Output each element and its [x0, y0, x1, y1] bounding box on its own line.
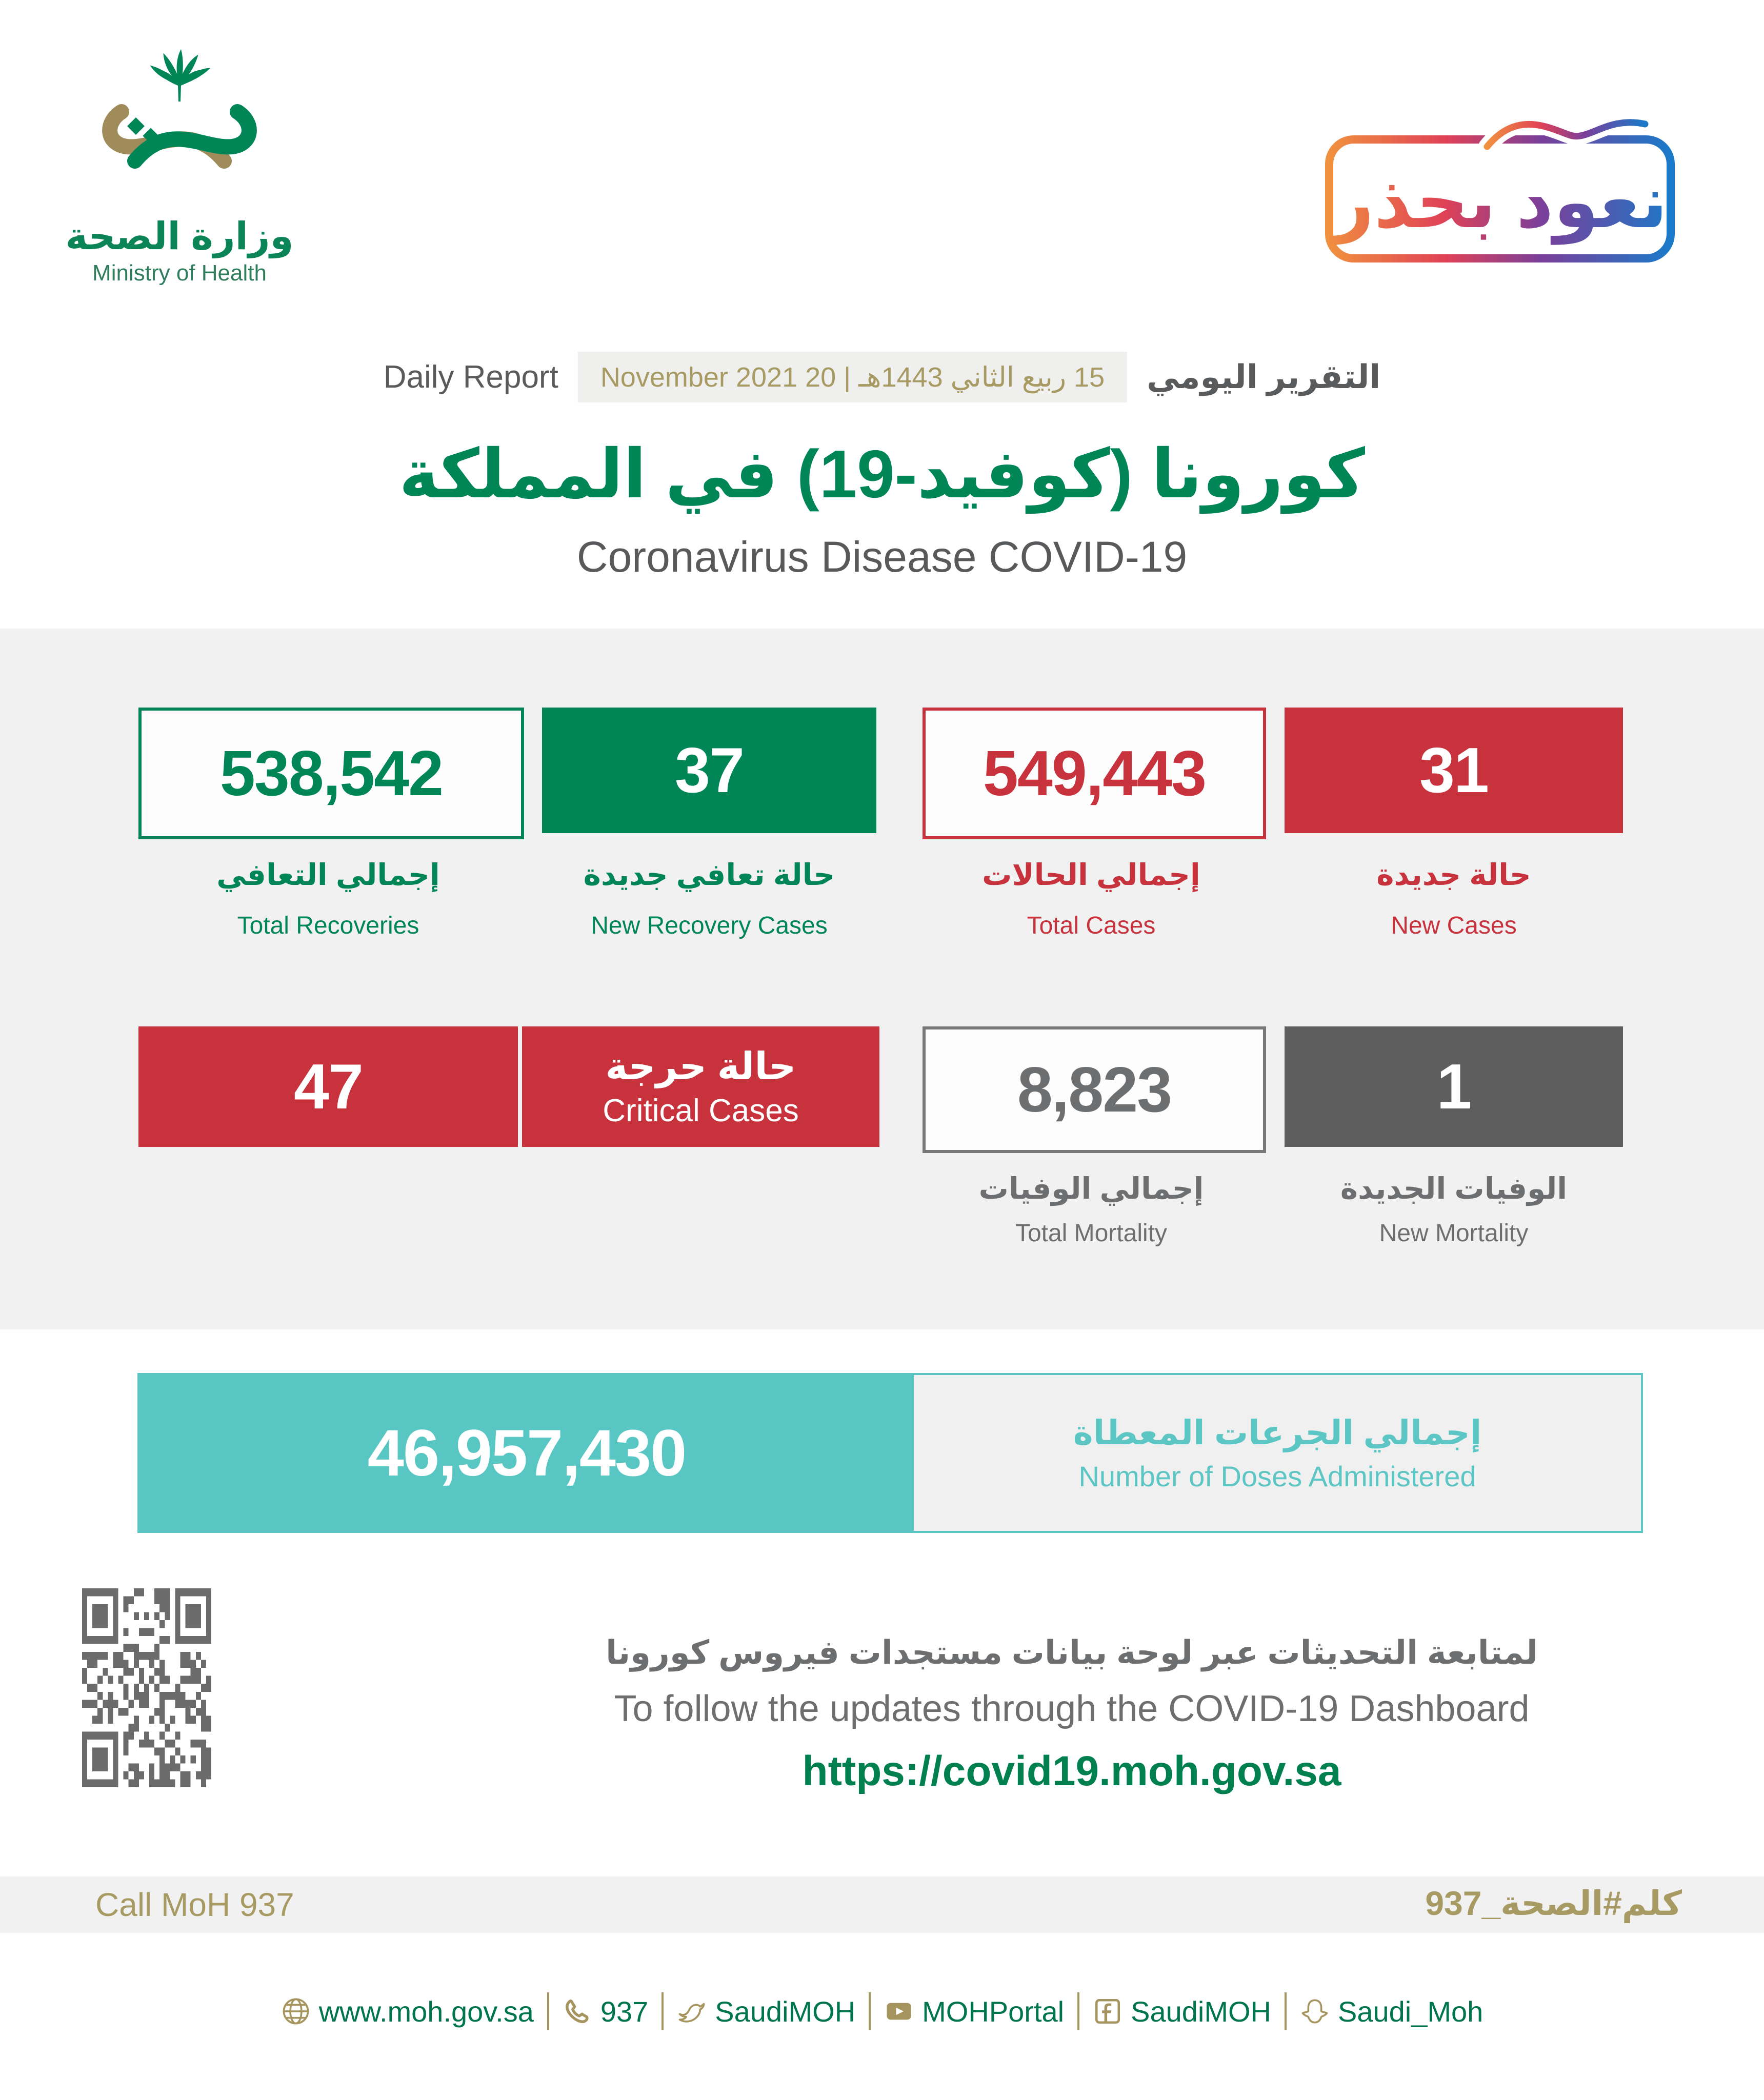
globe-icon [281, 1996, 311, 2026]
stat-box-new-recovery-cases [542, 708, 876, 833]
stat-label-ar-new-recovery-cases: حالة تعافي جديدة [583, 858, 835, 892]
dashboard-url: https://covid19.moh.gov.sa [802, 1748, 1341, 1794]
qr-code [82, 1588, 211, 1787]
footer-label-twitter: SaudiMOH [715, 1995, 856, 2028]
footer-label-website: www.moh.gov.sa [318, 1995, 534, 2028]
badge-slogan: نعود بحذر [1323, 150, 1677, 260]
stat-label-ar-total-cases: إجمالي الحالات [982, 858, 1200, 892]
call-moh-label-en: Call MoH 937 [95, 1886, 294, 1923]
stat-value-critical-cases: 47 [294, 1051, 363, 1122]
footer-item-twitter [677, 1995, 855, 2028]
twitter-icon [677, 1996, 707, 2026]
footer-item-website [281, 1995, 534, 2028]
dashboard-note-ar: لمتابعة التحديثات عبر لوحة بيانات مستجدات فيروس كورونا [606, 1634, 1538, 1671]
daily-report-label-en: Daily Report [383, 359, 558, 395]
stat-label-ar-total-recoveries: إجمالي التعافي [216, 858, 440, 892]
stat-label-en-new-mortality: New Mortality [1379, 1220, 1529, 1247]
footer-label-phone: 937 [600, 1995, 649, 2028]
stat-value-total-recoveries: 538,542 [219, 738, 443, 809]
stat-box-total-recoveries [138, 708, 524, 839]
doses-administered-bar [137, 1373, 1643, 1533]
doses-value: 46,957,430 [367, 1416, 686, 1490]
stat-label-ar-critical-cases: حالة حرجة [605, 1045, 796, 1087]
footer-item-snapchat [1300, 1995, 1483, 2028]
footer-separator [662, 1992, 664, 2030]
call-moh-label-ar: كلم#الصحة_937 [1425, 1884, 1682, 1922]
call-strip [0, 1876, 1764, 1933]
daily-report-label-ar: التقرير اليومي [1147, 358, 1381, 395]
footer-label-facebook: SaudiMOH [1131, 1995, 1271, 2028]
stat-label-en-total-cases: Total Cases [1027, 912, 1156, 939]
stat-box-critical-cases-value [138, 1026, 518, 1147]
stat-box-total-mortality [923, 1026, 1266, 1153]
dashboard-note-en: To follow the updates through the COVID-19 Dashboard [614, 1688, 1530, 1729]
footer-separator [1285, 1992, 1287, 2030]
stat-label-en-total-recoveries: Total Recoveries [237, 912, 419, 939]
page-title-english: Coronavirus Disease COVID-19 [576, 533, 1188, 581]
ministry-name-english: Ministry of Health [92, 260, 267, 286]
date-row [0, 352, 1764, 402]
stat-value-total-mortality: 8,823 [1017, 1054, 1172, 1125]
footer-item-facebook [1093, 1995, 1271, 2028]
stat-value-new-recovery-cases: 37 [675, 735, 744, 806]
stats-panel [0, 629, 1764, 1329]
stat-box-new-cases [1285, 708, 1623, 833]
footer-separator [547, 1992, 549, 2030]
report-date-text: 15 ربيع الثاني 1443هـ | 20 November 2021 [600, 362, 1105, 393]
doses-label-en: Number of Doses Administered [1078, 1460, 1476, 1492]
stat-label-ar-new-mortality: الوفيات الجديدة [1340, 1172, 1568, 1205]
stat-box-total-cases [923, 708, 1266, 839]
footer-item-youtube [884, 1995, 1064, 2028]
stat-label-ar-new-cases: حالة جديدة [1376, 858, 1531, 892]
stat-label-ar-total-mortality: إجمالي الوفيات [978, 1172, 1204, 1205]
facebook-icon [1093, 1996, 1122, 2026]
return-with-caution-badge [1323, 103, 1677, 267]
doses-label-section [914, 1375, 1641, 1531]
footer-contact-bar [0, 1992, 1764, 2030]
doses-value-section [139, 1375, 914, 1531]
ministry-name-arabic: وزارة الصحة [65, 215, 294, 257]
phone-icon [563, 1996, 592, 2026]
stat-label-en-total-mortality: Total Mortality [1015, 1220, 1168, 1247]
report-date-box [578, 352, 1127, 402]
footer-separator [1077, 1992, 1079, 2030]
doses-label-ar: إجمالي الجرعات المعطاة [1073, 1414, 1482, 1451]
youtube-icon [884, 1996, 914, 2026]
stat-value-total-cases: 549,443 [983, 738, 1206, 809]
stat-value-new-cases: 31 [1419, 735, 1488, 806]
moh-logo-emblem-icon [90, 34, 269, 208]
page-title-arabic: كورونا (كوفيد-19) في المملكة [399, 436, 1365, 512]
stat-label-en-critical-cases: Critical Cases [603, 1093, 799, 1128]
footer-label-snapchat: Saudi_Moh [1337, 1995, 1484, 2028]
stat-label-en-new-recovery-cases: New Recovery Cases [591, 912, 828, 939]
footer-item-phone [563, 1995, 648, 2028]
stat-label-en-new-cases: New Cases [1391, 912, 1517, 939]
snapchat-icon [1300, 1996, 1330, 2026]
stat-box-new-mortality [1285, 1026, 1623, 1147]
stat-value-new-mortality: 1 [1436, 1051, 1471, 1122]
footer-separator [869, 1992, 871, 2030]
footer-label-youtube: MOHPortal [922, 1995, 1065, 2028]
stat-box-critical-cases-label [522, 1026, 879, 1147]
